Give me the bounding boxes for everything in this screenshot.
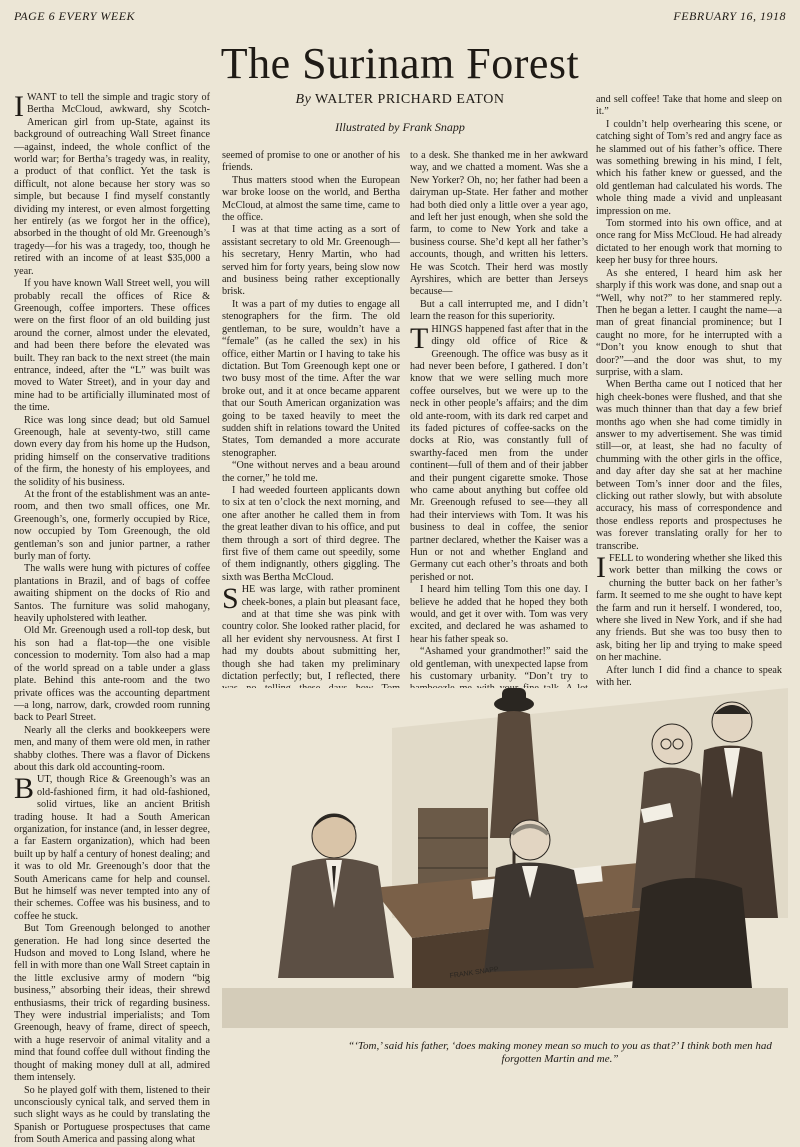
paragraph — [14, 774, 210, 923]
paragraph — [596, 553, 782, 665]
paragraph: I was at that time acting as a sort of assistant secretary to old Mr. Greenough—his secretary, Henry Martin, who had served him for forty years, being slow now and business being rather exceptionally brisk. — [222, 224, 400, 298]
drop-cap: B — [14, 772, 35, 806]
illustration-caption: “‘Tom,’ said his father, ‘does making money mean so much to you as that?’ I think both men had forgotten Martin and me.” — [348, 1040, 772, 1065]
paragraph: Tom stormed into his own office, and at once rang for Miss McCloud. He had already dictated to her enough work that morning to keep her busy for three hours. — [596, 218, 782, 267]
paragraph: As she entered, I heard him ask her sharply if this work was done, and snap out a “Well, why not?” to her stammered reply. Then he began a letter. I caught the name—a man of great financial prominence; but I caught no more, for he interrupted with a “Don’t you know enough to shut that door?”—and the door was shut, to my surprise, with a slam. — [596, 267, 782, 378]
byline — [222, 92, 578, 108]
paragraph: I heard him telling Tom this one day. I believe he added that he hoped they both would, and get it over with. Tom was very excited, and declared he was ashamed to hear his father speak so. — [410, 584, 588, 645]
header-date: FEBRUARY 16, 1918 — [673, 8, 786, 23]
paragraph: At the front of the establishment was an ante-room, and then two small offices, one Mr. Greenough’s, one, formerly occupied by Rice, now occupied by Tom Greenough, the old gentleman’s son and junior partner, a rather burly man of forty. — [14, 489, 210, 563]
paragraph: seemed of promise to one or another of his friends. — [222, 150, 400, 174]
paragraph: The walls were hung with pictures of coffee plantations in Brazil, and of bags of coffee awaiting shipment on the docks of Rio and Santos. The furniture was solid mahogany, heavily upholstered with leather. — [14, 563, 210, 625]
paragraph-text: WANT to tell the simple and tragic story of Bertha McCloud, awkward, shy Scotch-American girl from up-State, against its background of outreaching Wall Street finance—against, indeed, the whole conflict of the world war; for Bertha’s tragedy was, in reality, a product of that conflict. Yet the task is difficult, not alone because her story was so simple, but because I find myself constantly dividing my interest, or even almost forgetting her entirely (as we forgot her in the office), absorbed in the thought of old Mr. Greenough’s tragedy—for his was a tragedy, too, though he retired with an income of at least $35,000 a year. — [14, 92, 210, 277]
paragraph: Nearly all the clerks and bookkeepers were men, and many of them were old men, in rather shabby clothes. There was a flavor of Dickens about this dark old accounting-room. — [14, 724, 210, 773]
paragraph: Rice was long since dead; but old Samuel Greenough, hale at seventy-two, still came down every day from his home up the Hudson, priding himself on the conservative traditions of the firm, the honesty of his employees, and the solidity of his business. — [14, 414, 210, 488]
paragraph: After lunch I did find a chance to speak with her. — [596, 664, 782, 689]
page-header — [14, 4, 786, 28]
paragraph — [14, 92, 210, 278]
drop-cap: I — [596, 551, 606, 585]
paragraph: I had weeded fourteen applicants down to six at ten o’clock the next morning, and one after another he called them in from the great leather divan to his office, and put them through a sort of third degree. The first five of them came out speedily, some of them indignantly, others giggling. The sixth was Bertha McCloud. — [222, 484, 400, 583]
paragraph: So he played golf with them, listened to their unconsciously cynical talk, and served them in such slight ways as he could by translating the Spanish or Portuguese prospectuses that came from South America and passing along what — [14, 1084, 210, 1146]
author-name: WALTER PRICHARD EATON — [315, 92, 505, 107]
paragraph-text: FELL to wondering whether she liked this work better than milking the cows or churning the butter back on her father’s farm. It seemed to me she ought to have kept the farm and run it herself. I wondered, too, where she lived in New York, and if she had any friends. But she was too busy then to ask, biting her lip and trying to make speed on her machine. — [596, 553, 782, 664]
leather-chair — [632, 878, 752, 988]
paragraph — [410, 321, 588, 585]
paragraph: If you have known Wall Street well, you will probably recall the offices of Rice & Greenough, coffee importers. These offices were on the first floor of an old building just around the corner, almost under the elevated, and had been there before the elevated was built. They ran back to the next street (the main entrance, indeed, after the “L” was built was moved to Water Street), and in your day and mine had to be artificially illuminated most of the time. — [14, 278, 210, 414]
paragraph: “Ashamed your grandmother!” said the old gentleman, with unexpected lapse from his customary urbanity. “Don’t try to — [410, 646, 588, 683]
paragraph-text: HINGS happened fast after that in the dingy old office of Rice & Greenough. The office was busy as it had never been before, I gathered. I don’t know that we were selling much more coffee ourselves, but we were up to the neck in other people’s affairs; and the dim old ante-room, with its dark red carpet and its faded pictures of coffee-sacks on the docks at Rio, was constantly full of swarthy-faced men from the under continent—full of them and of their jabber and their pungent cigarette smoke. Those who came about anything but coffee old Mr. Greenough refused to see—they all had their interviews with Tom. It was his business to deal in coffee, the senior partner declared, whether the Kaiser was a Hun or not and whether England and Germany cut each other’s throats and both perished or not. — [410, 323, 588, 583]
header-left: PAGE 6 EVERY WEEK — [14, 8, 136, 23]
paragraph: “One without nerves and a beau around the corner,” he told me. — [222, 460, 400, 484]
paragraph: to a desk. She thanked me in her awkward way, and we chatted a moment. Was she a New Yorker? Oh, no; her father had been a dairyman up-State. Her father and mother had both died only a little over a year ago, and left her just enough, when she sold the farm, to come to New York and take a business course. She’d kept all her father’s accounts, though, and written his letters. He was Scotch. Their herd was mostly Ayrshires, which are better than Jerseys because— — [410, 150, 588, 298]
paragraph: I couldn’t help overhearing this scene, or catching sight of Tom’s red and angry face as he slammed out of his father’s office. There was something brewing in his mind, I felt, which his father knew or guessed, and the old gentleman had calculated his words. The whole thing made a vivid and unpleasant impression on me. — [596, 118, 782, 217]
paragraph: But a call interrupted me, and I didn’t learn the reason for this superiority. — [410, 298, 588, 323]
drop-cap: S — [222, 582, 239, 616]
illustrator-credit: Illustrated by Frank Snapp — [335, 120, 465, 134]
drop-cap: T — [410, 321, 429, 355]
paragraph: But Tom Greenough belonged to another generation. He had long since deserted the Hudson and moved to Long Island, where he fell in with more than one Wall Street captain in the little exclusive army of modern “big business,” absorbing their ideas, their shrewd enthusiasms, their trick of regarding business. They were industrial imperialists; and Tom Greenough, heavy of frame, direct of speech, with a huge reservoir of animal vitality and a mind that found coffee dull without finding the thought of making money dull at all, admired them intensely. — [14, 923, 210, 1084]
office-illustration — [222, 688, 788, 1028]
text-column-1 — [14, 90, 210, 1146]
paragraph-text: UT, though Rice & Greenough’s was an old-fashioned firm, it had old-fashioned, solid virtues, like an ancient British trading house. It had a South American organization, for instance (and, in lesser degree, a far Eastern organization), which had been built up by half a century of honest dealing; and it was to old Mr. Greenough’s door that the South Americans came for help and counsel. But he himself was never tempted into any of their schemes. Coffee was his business, and to coffee he stuck. — [14, 774, 210, 922]
paragraph: and sell coffee! Take that home and sleep on it.” — [596, 94, 782, 118]
artist-signature: FRANK SNAPP — [449, 966, 500, 980]
drop-cap: I — [14, 90, 24, 123]
paragraph: Old Mr. Greenough used a roll-top desk, but his son had a flat-top—the one visible concession to modernity. Tom also had a map of the world spread on a table under a glass plate. Behind this ante-room and the two private offices was the accounting department—a long, narrow, dark, crowded room running back to Pearl Street. — [14, 625, 210, 724]
paragraph: Thus matters stood when the European war broke loose on the world, and Bertha McCloud, at almost the same time, came to the office. — [222, 174, 400, 224]
text-column-4 — [596, 94, 782, 734]
paragraph-text: HE was large, with rather prominent cheek-bones, a plain but pleasant face, and at that time she was pink with country color. She looked rather placid, for all her evident shy nervousness. At first I had my doubts about submitting her, though she had taken my preliminary dictation perfectly; but, I reflected, there — [222, 584, 400, 683]
article-title: The Surinam Forest — [220, 39, 580, 88]
paragraph: When Bertha came out I noticed that her high cheek-bones were flushed, and that she was much thinner than that day a few brief months ago when she had come timidly in answer to my advertisement. She was timid still—or, at least, she had no faculty of chumming with the other girls in the office, and day after day she sat at her machine between Tom’s inner door and the files, clicking out rather slowly, but with absolute accuracy, his mass of correspondence and those endless reports and prospectuses he was forever translating orally for her to transcribe. — [596, 379, 782, 552]
floor — [222, 988, 788, 1028]
byline-prefix: By — [295, 92, 312, 107]
paragraph: It was a part of my duties to engage all stenographers for the firm. The old gentleman, to be sure, wouldn’t have a “female” (as he called the sex) in his office, either Martin or I having to take his dictation. But Tom Greenough kept one or two busy most of the time. After the war broke out, and it at once became apparent that our South American organization was going to be taxed heavily to meet the sudden shift in relations toward the United States, Tom demanded a more accurate stenographer. — [222, 298, 400, 459]
